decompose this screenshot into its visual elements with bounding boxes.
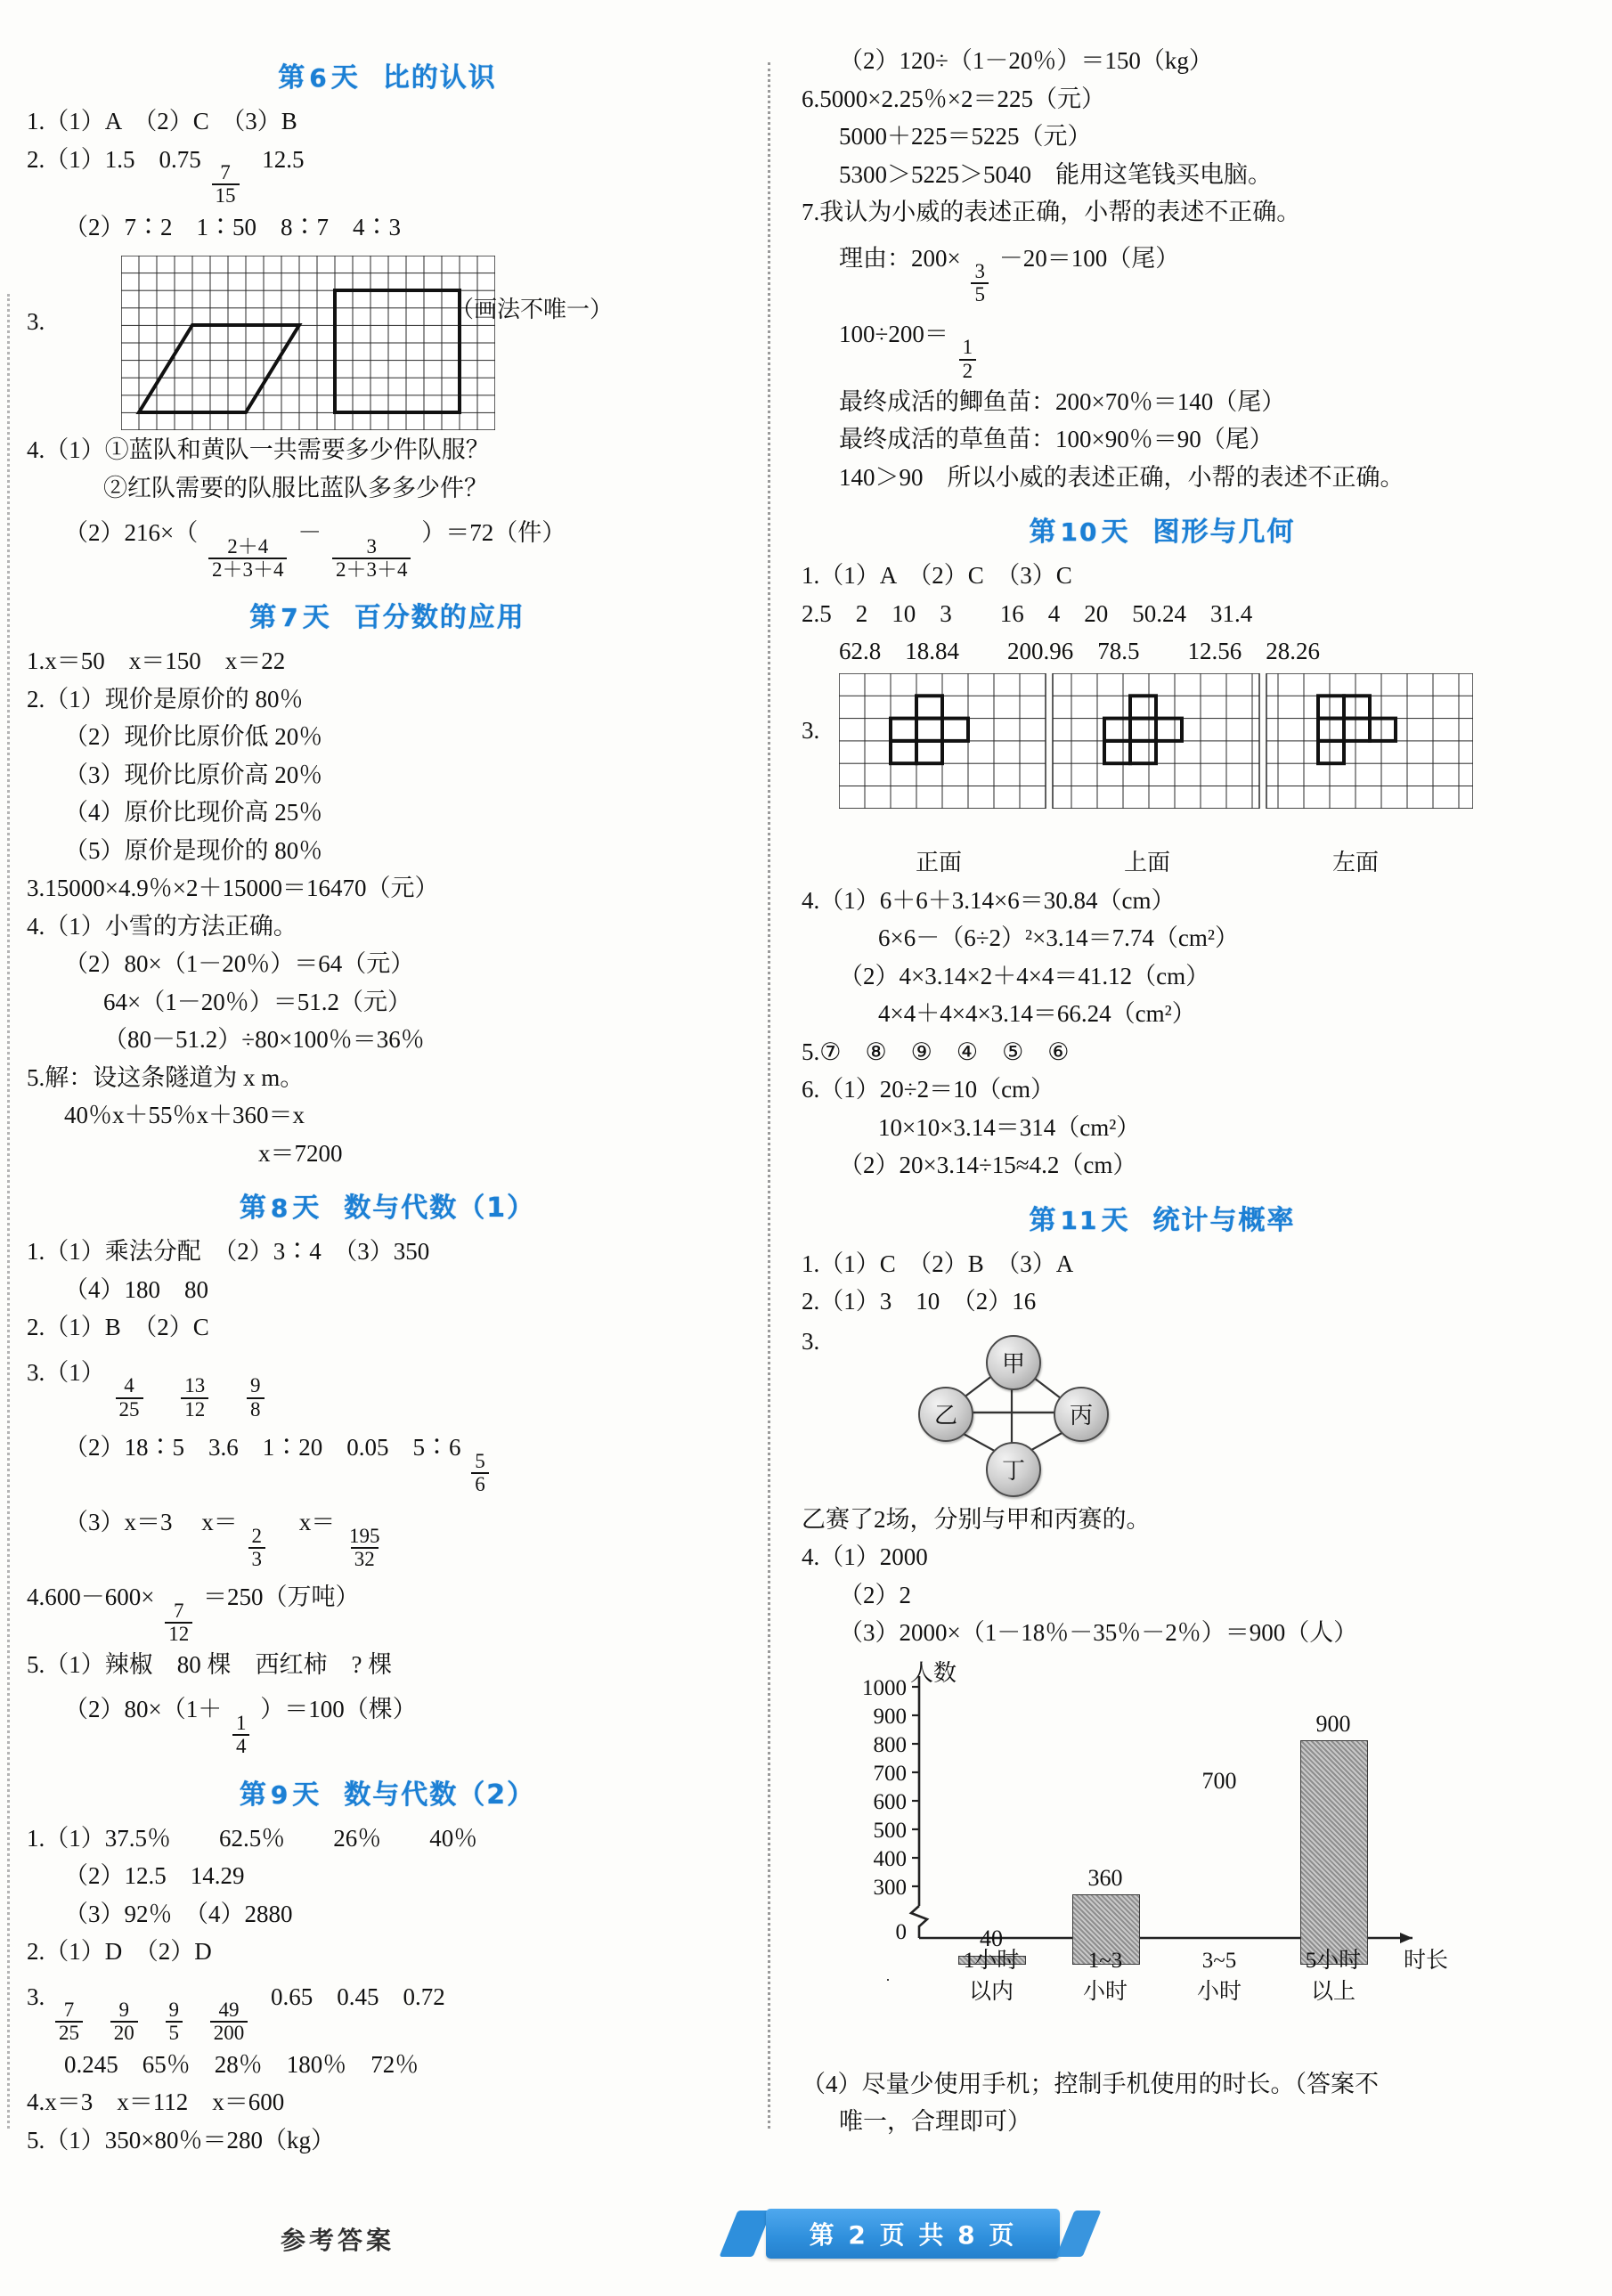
day10-q4-2a: （2）4×3.14×2＋4×4＝41.12（cm）	[839, 962, 1210, 989]
day7-q1: 1.x＝50 x＝150 x＝22	[27, 647, 286, 675]
day9-q5-2: （2）120÷（1－20％）＝150（kg）	[839, 47, 1213, 74]
day9-q7b	[802, 232, 1523, 306]
day9-name: 数与代数（2）	[344, 1779, 536, 1811]
day11-q1: 1.（1）C （2）B （3）A	[802, 1250, 1074, 1277]
fraction-195-32: $\frac{195}{32}$	[349, 1524, 380, 1570]
day8-q3-2-lead: （2）18∶5 3.6 1∶20 0.05 5∶6	[64, 1433, 461, 1461]
column-divider	[768, 62, 770, 2129]
day8-q4-lead: 4.600－600×	[27, 1583, 155, 1610]
day10-q2-1: 2.5 2 10 3 16 4 20 50.24 31.4	[802, 599, 1253, 627]
day9-mid: 天	[292, 1779, 322, 1811]
day11-q2: 2.（1）3 10 （2）16	[802, 1288, 1037, 1315]
day6-q3-number: 3.	[27, 308, 45, 336]
day6-q2-1-tail: 12.5	[262, 145, 305, 173]
day6-q2-1	[27, 142, 748, 208]
day9-q3	[27, 1972, 748, 2045]
day6-q4-1b: ②红队需要的队服比蓝队多多少件？	[103, 474, 488, 501]
node-jia: 甲	[986, 1335, 1041, 1390]
day9-q6b: 5000＋225＝5225（元）	[839, 123, 1092, 150]
day9-q5-1: 5.（1）350×80％＝280（kg）	[27, 2126, 335, 2154]
fraction-1-4: $\frac{1}{4}$	[232, 1713, 250, 1757]
bar-label-700: 700	[1201, 1767, 1237, 1794]
day7-name: 百分数的应用	[354, 602, 525, 634]
day8-name: 数与代数（1）	[344, 1193, 536, 1225]
day10-q4-1a: 4.（1）6＋6＋3.14×6＝30.84（cm）	[802, 886, 1176, 914]
day8-q3-2	[27, 1422, 748, 1495]
day11-q4-3: （3）2000×（1－18％－35％－2％）＝900（人）	[839, 1619, 1358, 1647]
day7-q2-2: （2）现价比原价低 20％	[64, 723, 323, 751]
ytick-500: 500	[873, 1818, 907, 1843]
day9-q1-2: （2）12.5 14.29	[64, 1862, 245, 1890]
footer-page-text: 第 2 页 共 8 页	[809, 2220, 1017, 2250]
day10-q5: 5.⑦ ⑧ ⑨ ④ ⑤ ⑥	[802, 1038, 1070, 1065]
ytick-300: 300	[873, 1875, 907, 1900]
day9-q6c: 5300＞5225＞5040 能用这笔钱买电脑。	[839, 160, 1272, 188]
day10-q4-2b: 4×4＋4×4×3.14＝66.24（cm²）	[878, 1000, 1196, 1028]
day9-number: 9	[270, 1779, 290, 1810]
page-edge-dots	[7, 294, 10, 2129]
ytick-600: 600	[873, 1789, 907, 1814]
view-caption-top: 上面	[1123, 849, 1170, 875]
bar-label-40: 40	[980, 1925, 1003, 1951]
day7-q2-5: （5）原价是现价的 80％	[64, 836, 323, 864]
bar-label-900: 900	[1315, 1710, 1351, 1737]
ytick-1000: 1000	[862, 1675, 907, 1700]
ytick-0: 0	[895, 1919, 907, 1944]
day7-prefix: 第	[249, 602, 279, 634]
day8-q3-1-lead: 3.（1）	[27, 1358, 105, 1386]
day7-q4-2c: （80－51.2）÷80×100％＝36％	[103, 1026, 425, 1054]
phone-usage-bar-chart	[862, 1659, 1448, 2004]
day11-q3-number: 3.	[802, 1327, 820, 1355]
day7-q2-1: 2.（1）现价是原价的 80％	[27, 685, 304, 712]
day7-q2-3: （3）现价比原价高 20％	[64, 761, 323, 788]
day8-q4	[27, 1572, 748, 1645]
day6-number: 6	[309, 63, 329, 93]
day7-number: 7	[281, 603, 300, 633]
day6-q2-2: （2）7∶2 1∶50 8∶7 4∶3	[64, 213, 401, 240]
right-column	[802, 41, 1523, 2142]
xcat-3to5-top: 3~5	[1201, 1948, 1237, 1973]
fraction-5-6: $\frac{5}{6}$	[471, 1451, 489, 1495]
node-bing: 丙	[1054, 1387, 1109, 1442]
day10-mid: 天	[1101, 517, 1130, 549]
day10-q3-number: 3.	[802, 716, 820, 744]
fraction-9-5: $\frac{9}{5}$	[166, 1999, 183, 2044]
day8-q3-3-b: x＝	[298, 1508, 336, 1535]
fraction-9-20: $\frac{9}{20}$	[110, 1999, 138, 2044]
day7-heading	[27, 595, 748, 634]
day9-heading	[27, 1772, 748, 1812]
day10-q2-2: 62.8 18.84 200.96 78.5 12.56 28.26	[839, 638, 1320, 665]
day8-q4-tail: ＝250（万吨）	[202, 1583, 360, 1610]
day11-q3-text: 乙赛了2场，分别与甲和丙赛的。	[802, 1505, 1151, 1533]
day7-q4-1: 4.（1）小雪的方法正确。	[27, 912, 297, 940]
day8-q3-3-lead: （3）x＝3	[64, 1508, 173, 1535]
fraction-7-15: $\frac{7}{15}$	[212, 162, 240, 207]
xcat-1to3-bot: 小时	[1082, 1979, 1128, 2004]
page-footer	[0, 2209, 1612, 2262]
day11-name: 统计与概率	[1152, 1204, 1296, 1236]
day8-q3-3	[27, 1497, 748, 1570]
xcat-1hour-under-bot: 以内	[968, 1979, 1014, 2004]
day10-name: 图形与几何	[1152, 517, 1296, 549]
left-column	[27, 41, 748, 2160]
day10-views-figure	[839, 673, 1473, 813]
day9-q7b-lead: 理由：200×	[839, 244, 961, 272]
xcat-1hour-under-top: 1小时	[963, 1948, 1020, 1973]
day9-prefix: 第	[239, 1779, 268, 1811]
day9-q7f: 140＞90 所以小威的表述正确，小帮的表述不正确。	[839, 463, 1404, 491]
fraction-13-12: $\frac{13}{12}$	[181, 1375, 208, 1420]
three-views-svg	[839, 673, 1473, 809]
xcat-3to5-bot: 小时	[1196, 1979, 1242, 2004]
day9-q7e: 最终成活的草鱼苗：100×90％＝90（尾）	[839, 426, 1274, 453]
day6-q4-2	[27, 508, 748, 581]
fraction-49-200: $\frac{49}{200}$	[210, 1999, 248, 2044]
day9-q3-line2: 0.245 65％ 28％ 180％ 72％	[64, 2050, 419, 2078]
day6-q4-2-minus: －	[297, 519, 322, 547]
day10-view-captions	[844, 844, 1523, 877]
xcat-1to3-top: 1~3	[1087, 1948, 1123, 1973]
ytick-900: 900	[873, 1704, 907, 1729]
node-yi: 乙	[918, 1387, 973, 1442]
xcat-5hours-bot: 以上	[1310, 1979, 1356, 2004]
day9-q1-3: （3）92％ （4）2880	[64, 1900, 293, 1927]
day6-q2-1-lead: 2.（1）1.5 0.75	[27, 145, 201, 173]
day8-q5-2-tail: ）＝100（棵）	[260, 1696, 417, 1723]
fraction-7-25: $\frac{7}{25}$	[55, 1999, 83, 2044]
ytick-800: 800	[873, 1732, 907, 1757]
day7-q2-4: （4）原价比现价高 25％	[64, 799, 323, 826]
view-caption-front: 正面	[915, 849, 962, 875]
day9-q7a: 7.我认为小威的表述正确，小帮的表述不正确。	[802, 199, 1301, 225]
footer-slash-left	[719, 2211, 771, 2257]
node-ding: 丁	[986, 1442, 1041, 1497]
day11-network-figure	[905, 1323, 1225, 1519]
day11-heading	[802, 1198, 1523, 1237]
day9-q3-lead: 3.	[27, 1983, 45, 2010]
day6-q4-1a: 4.（1）①蓝队和黄队一共需要多少件队服？	[27, 436, 490, 464]
day6-name: 比的认识	[382, 62, 497, 94]
day8-prefix: 第	[239, 1193, 268, 1225]
day9-q7c	[802, 308, 1523, 382]
day9-q2: 2.（1）D （2）D	[27, 1938, 212, 1966]
fraction-7-12: $\frac{7}{12}$	[165, 1600, 192, 1645]
fraction-2plus4-over-2plus3plus4: $\frac{2+4}{2+3+4}$	[208, 536, 288, 581]
day8-q1-1: 1.（1）乘法分配 （2）3∶4 （3）350	[27, 1238, 430, 1266]
day8-q5-2-lead: （2）80×（1＋	[64, 1696, 223, 1723]
chart-xlabel: 时长	[1403, 1948, 1448, 1973]
day6-q3-note: （画法不唯一）	[451, 297, 614, 323]
day9-q4: 4.x＝3 x＝112 x＝600	[27, 2088, 285, 2116]
day6-q4-2-tail: ）＝72（件）	[421, 519, 566, 547]
day7-q4-2b: 64×（1－20％）＝51.2（元）	[103, 988, 411, 1015]
chart-ylabel: 人数	[910, 1659, 957, 1686]
day8-number: 8	[270, 1193, 290, 1224]
day11-q4-4b: 唯一，合理即可）	[839, 2108, 1031, 2136]
day9-q7b-tail: －20＝100（尾）	[998, 244, 1180, 272]
view-caption-left: 左面	[1331, 849, 1379, 875]
footer-page-badge	[766, 2209, 1060, 2259]
fraction-3-5: $\frac{3}{5}$	[971, 261, 989, 305]
bar-5hours-over	[1300, 1740, 1368, 1965]
day6-heading	[27, 55, 748, 94]
day7-q4-2a: （2）80×（1－20％）＝64（元）	[64, 950, 415, 978]
day11-q4-1: 4.（1）2000	[802, 1543, 928, 1571]
day8-mid: 天	[292, 1193, 322, 1225]
fraction-2-3: $\frac{2}{3}$	[248, 1526, 266, 1570]
fraction-1-2: $\frac{1}{2}$	[959, 337, 977, 381]
day10-number: 10	[1060, 517, 1099, 548]
fraction-4-25: $\frac{4}{25}$	[116, 1375, 143, 1420]
day10-q6-2: （2）20×3.14÷15≈4.2（cm）	[839, 1152, 1137, 1179]
grid-svg	[121, 256, 495, 430]
day7-mid: 天	[302, 602, 331, 634]
footer-label: 参考答案	[281, 2226, 395, 2255]
day8-heading	[27, 1185, 748, 1225]
day11-q4-2: （2）2	[839, 1581, 911, 1608]
fraction-9-8: $\frac{9}{8}$	[247, 1375, 265, 1420]
day6-grid-figure	[121, 256, 495, 435]
bar-3to5-hours	[887, 1979, 889, 1981]
day7-q5a: 5.解：设这条隧道为 x m。	[27, 1063, 305, 1091]
day9-q7c-lead: 100÷200＝	[839, 320, 948, 347]
day9-q1-1: 1.（1）37.5％ 62.5％ 26％ 40％	[27, 1824, 478, 1852]
day11-number: 11	[1060, 1205, 1099, 1235]
day6-q4-2-lead: （2）216×（	[64, 519, 199, 547]
day8-q3-1	[27, 1347, 748, 1421]
day6-q1: 1.（1）A （2）C （3）B	[27, 108, 297, 134]
day7-q3: 3.15000×4.9％×2＋15000＝16470（元）	[27, 875, 439, 902]
xcat-5hours-top: 5小时	[1305, 1948, 1362, 1973]
day10-prefix: 第	[1029, 517, 1058, 549]
day8-q5-1: 5.（1）辣椒 80 棵 西红柿 ? 棵	[27, 1650, 393, 1678]
day9-q6a: 6.5000×2.25％×2＝225（元）	[802, 85, 1105, 112]
day9-q7d: 最终成活的鲫鱼苗：200×70％＝140（尾）	[839, 387, 1286, 415]
day6-mid: 天	[330, 62, 360, 94]
ytick-400: 400	[873, 1846, 907, 1871]
bar-label-360: 360	[1087, 1864, 1123, 1891]
day11-q4-4a: （4）尽量少使用手机；控制手机使用的时长。（答案不	[802, 2070, 1379, 2097]
day8-q3-3-a: x＝	[201, 1508, 238, 1535]
day10-q6-1b: 10×10×3.14＝314（cm²）	[878, 1113, 1141, 1141]
day8-q5-2	[27, 1684, 748, 1757]
day11-mid: 天	[1101, 1204, 1130, 1236]
day8-q2: 2.（1）B （2）C	[27, 1314, 209, 1341]
day10-q4-1b: 6×6－（6÷2）²×3.14＝7.74（cm²）	[878, 924, 1239, 952]
day9-q3-tail: 0.65 0.45 0.72	[271, 1983, 445, 2010]
day11-prefix: 第	[1029, 1204, 1058, 1236]
footer-slash-right	[1055, 2211, 1101, 2257]
day7-q5c: x＝7200	[258, 1139, 343, 1167]
day7-q5b: 40％x＋55％x＋360＝x	[64, 1102, 305, 1129]
fraction-3-over-2plus3plus4: $\frac{3}{2+3+4}$	[332, 536, 411, 581]
day10-q1: 1.（1）A （2）C （3）C	[802, 562, 1072, 590]
ytick-700: 700	[873, 1761, 907, 1786]
day6-prefix: 第	[278, 62, 307, 94]
day10-heading	[802, 509, 1523, 549]
day8-q1-2: （4）180 80	[64, 1275, 208, 1303]
day10-q6-1a: 6.（1）20÷2＝10（cm）	[802, 1076, 1055, 1103]
